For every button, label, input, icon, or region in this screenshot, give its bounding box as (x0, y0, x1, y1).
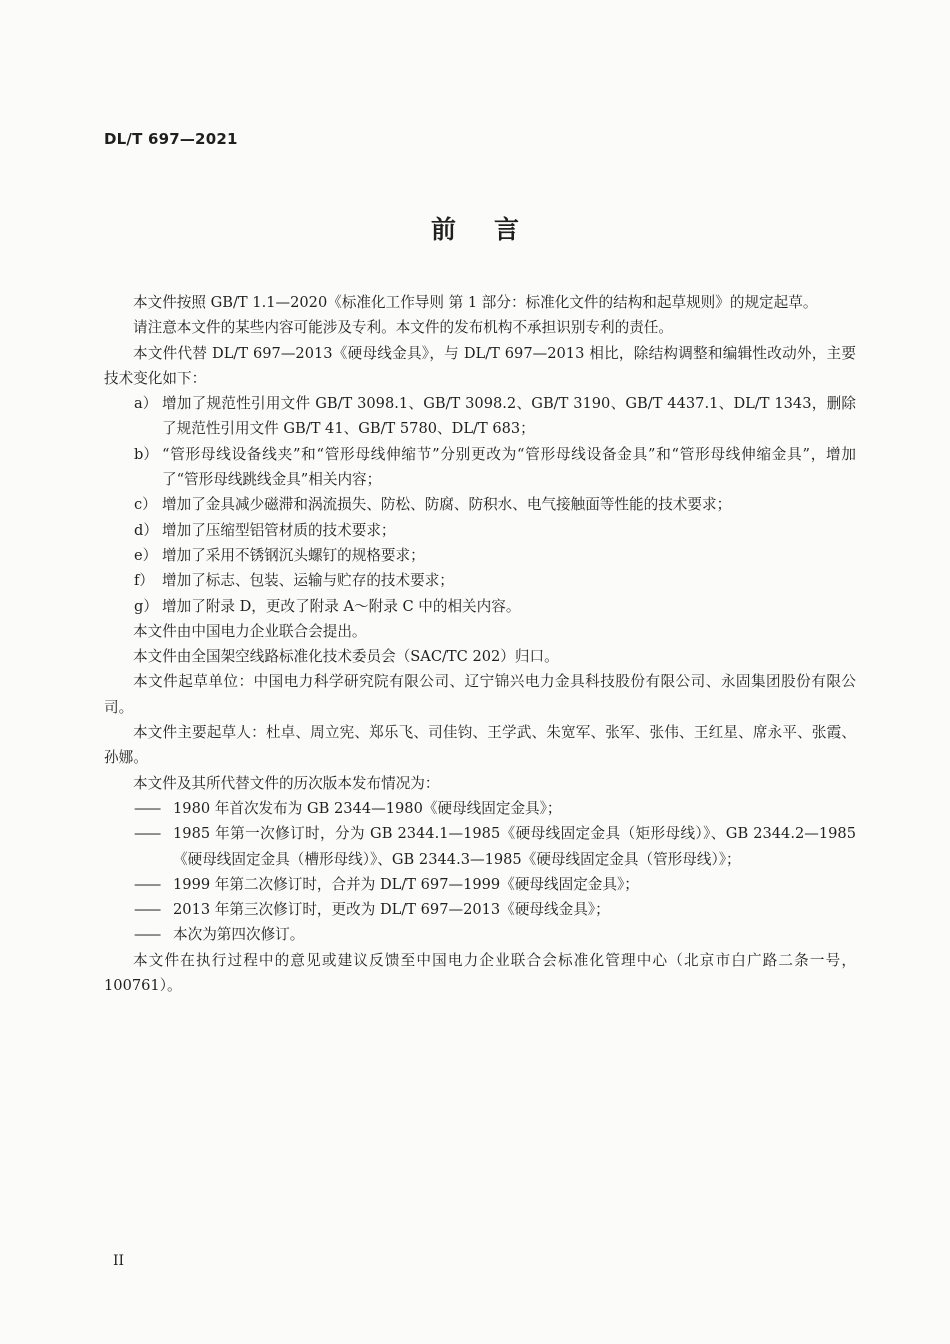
paragraph: 本文件主要起草人：杜卓、周立宪、郑乐飞、司佳钧、王学武、朱宽军、张军、张伟、王红星、席永平、张霞、孙娜。 (104, 724, 856, 767)
list-item-text: 增加了压缩型铝管材质的技术要求； (162, 521, 396, 539)
document-code: DL/T 697—2021 (104, 130, 238, 148)
list-marker: c） (134, 496, 157, 514)
list-item-text: 增加了标志、包装、运输与贮存的技术要求； (162, 572, 454, 590)
paragraph: 本文件及其所代替文件的历次版本发布情况为： (133, 774, 440, 792)
paragraph: 本文件代替 DL/T 697—2013《硬母线金具》，与 DL/T 697—2013 相比，除结构调整和编辑性改动外，主要技术变化如下： (104, 344, 856, 387)
list-item (104, 518, 856, 543)
paragraph: 请注意本文件的某些内容可能涉及专利。本文件的发布机构不承担识别专利的责任。 (133, 319, 673, 337)
paragraph: 本文件起草单位：中国电力科学研究院有限公司、辽宁锦兴电力金具科技股份有限公司、永固集团股份有限公司。 (104, 673, 856, 716)
list-item-text: 增加了金具减少磁滞和涡流损失、防松、防腐、防积水、电气接触面等性能的技术要求； (162, 496, 732, 514)
paragraph: 本文件在执行过程中的意见或建议反馈至中国电力企业联合会标准化管理中心（北京市白广路二条一号，100761）。 (104, 951, 856, 995)
list-item (104, 391, 856, 442)
list-marker: d） (134, 521, 158, 539)
list-marker: g） (134, 597, 158, 615)
history-item (104, 922, 856, 947)
dash-marker: —— (134, 926, 160, 944)
page-number: II (113, 1253, 125, 1269)
history-item-text: 1999 年第二次修订时，合并为 DL/T 697—1999《硬母线固定金具》； (173, 875, 639, 893)
list-item-text: 增加了附录 D，更改了附录 A～附录 C 中的相关内容。 (162, 597, 521, 615)
page-title: 前言 (430, 215, 557, 244)
history-item-text: 1980 年首次发布为 GB 2344—1980《硬母线固定金具》； (173, 799, 562, 817)
list-item (104, 543, 856, 568)
dash-marker: —— (134, 799, 160, 817)
dash-marker: —— (134, 901, 160, 919)
list-item (104, 594, 856, 619)
dash-marker: —— (134, 875, 160, 893)
dash-marker: —— (134, 825, 160, 843)
history-item (104, 872, 856, 897)
history-item (104, 821, 856, 872)
list-marker: f） (134, 572, 154, 590)
foreword-body (104, 290, 856, 998)
history-item-text: 本次为第四次修订。 (173, 926, 305, 944)
history-item-text: 2013 年第三次修订时，更改为 DL/T 697—2013《硬母线金具》； (173, 901, 610, 919)
list-marker: b） (134, 445, 158, 463)
list-item (104, 568, 856, 593)
paragraph: 本文件按照 GB/T 1.1—2020《标准化工作导则 第 1 部分：标准化文件的结构和起草规则》的规定起草。 (133, 294, 818, 311)
list-marker: e） (134, 546, 158, 564)
list-item-text: 增加了采用不锈钢沉头螺钉的规格要求； (162, 546, 425, 564)
list-item (104, 442, 856, 493)
list-item-text: “管形母线设备线夹”和“管形母线伸缩节”分别更改为“管形母线设备金具”和“管形母线伸缩金具”，增加了“管形母线跳线金具”相关内容； (162, 445, 856, 489)
history-item-text: 1985 年第一次修订时，分为 GB 2344.1—1985《硬母线固定金具（矩形母线）》、GB 2344.2—1985《硬母线固定金具（槽形母线）》、GB 2344.3—1985《硬母线固定金具（管形母线）》； (173, 825, 856, 868)
list-item-text: 增加了规范性引用文件 GB/T 3098.1、GB/T 3098.2、GB/T 3190、GB/T 4437.1、DL/T 1343，删除了规范性引用文件 GB/T 41、GB/T 5780、DL/T 683； (162, 395, 856, 438)
paragraph: 本文件由中国电力企业联合会提出。 (133, 622, 367, 640)
list-item (104, 492, 856, 517)
history-item (104, 796, 856, 821)
list-marker: a） (134, 395, 158, 413)
paragraph: 本文件由全国架空线路标准化技术委员会（SAC/TC 202）归口。 (133, 648, 559, 666)
history-item (104, 897, 856, 922)
